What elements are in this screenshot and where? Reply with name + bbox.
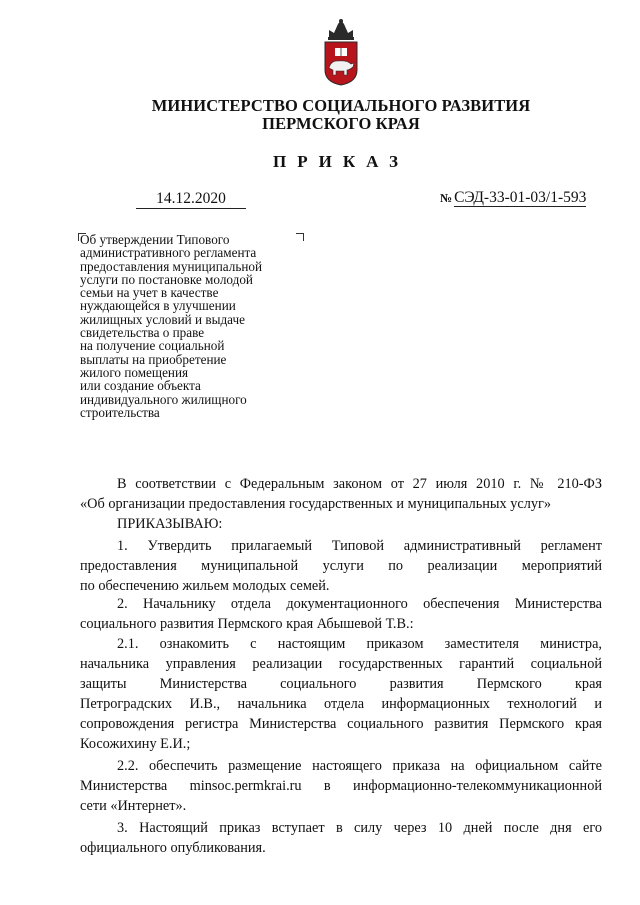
- item-2-line: социального развития Пермского края Абышевой Т.В.:: [80, 616, 414, 632]
- item-2-2-line: 2.2. обеспечить размещение настоящего приказа на официальном сайте: [117, 758, 602, 774]
- number-value: СЭД-33-01-03/1-593: [454, 189, 587, 206]
- subject-line: административного регламента: [80, 245, 257, 261]
- item-1-line: предоставления муниципальной услуги по реализации мероприятий: [80, 558, 602, 574]
- coat-of-arms-icon: [321, 18, 361, 86]
- subject-line: на получение социальной: [80, 338, 225, 354]
- subject-line: выплаты на приобретение: [80, 351, 227, 367]
- document-number: [440, 189, 586, 207]
- item-2-1-line: Косожихину Е.И.;: [80, 736, 191, 752]
- item-2-2-line: Министерства minsoc.permkrai.ru в информационно-телекоммуникационной: [80, 778, 602, 794]
- item-2-line: 2. Начальнику отдела документационного обеспечения Министерства: [117, 596, 602, 612]
- item-1-line: 1. Утвердить прилагаемый Типовой административный регламент: [117, 538, 602, 554]
- subject-line: жилищных условий и выдаче: [80, 311, 245, 327]
- ministry-name-line2: ПЕРМСКОГО КРАЯ: [262, 114, 420, 133]
- subject-line: индивидуального жилищного: [80, 391, 247, 407]
- subject-line: свидетельства о праве: [80, 325, 205, 341]
- subject-line: строительства: [80, 404, 160, 420]
- document-subject: [80, 233, 310, 419]
- document-type-title: ПРИКАЗ: [273, 152, 409, 171]
- subject-line: нуждающейся в улучшении: [80, 298, 236, 314]
- item-2-1-line: начальника управления реализации государственных гарантий социальной: [80, 656, 602, 672]
- ministry-name-line1: МИНИСТЕРСТВО СОЦИАЛЬНОГО РАЗВИТИЯ: [151, 96, 531, 115]
- item-2-2-line: сети «Интернет».: [80, 798, 187, 814]
- subject-line: семьи на учет в качестве: [80, 285, 219, 301]
- item-3-line: 3. Настоящий приказ вступает в силу через 10 дней после дня его: [117, 820, 602, 836]
- subject-line: Об утверждении Типового: [80, 232, 230, 247]
- item-3-line: официального опубликования.: [80, 840, 266, 856]
- number-sign: №: [440, 191, 453, 205]
- document-date: 14.12.2020: [136, 190, 246, 209]
- item-2-1-line: сопровождения регистра Министерства социального развития Пермского края: [80, 716, 602, 732]
- subject-line: предоставления муниципальной: [80, 258, 263, 274]
- subject-line: жилого помещения: [80, 364, 189, 380]
- intro-line: В соответствии с Федеральным законом от 27 июля 2010 г. № 210-ФЗ: [117, 476, 602, 492]
- item-2-1-line: 2.1. ознакомить с настоящим приказом заместителя министра,: [117, 636, 602, 652]
- item-2-1-line: Петроградских И.В., начальника отдела информационных технологий и: [80, 696, 602, 712]
- intro-line: «Об организации предоставления государственных и муниципальных услуг»: [80, 496, 551, 512]
- item-2-1-line: защиты Министерства социального развития Пермского края: [80, 676, 602, 692]
- item-1-line: по обеспечению жильем молодых семей.: [80, 578, 330, 594]
- subject-line: услуги по постановке молодой: [80, 271, 253, 287]
- order-word: ПРИКАЗЫВАЮ:: [117, 516, 223, 532]
- subject-line: или создание объекта: [80, 378, 201, 394]
